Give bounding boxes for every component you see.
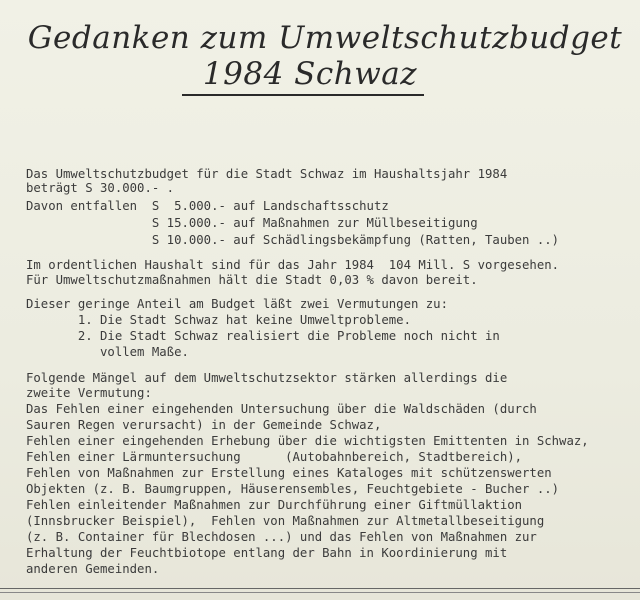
text-line: Fehlen einleitender Maßnahmen zur Durchführung einer Giftmüllaktion xyxy=(26,498,523,512)
title-underline xyxy=(182,94,424,96)
text-line: Folgende Mängel auf dem Umweltschutzsektor stärken allerdings die xyxy=(26,371,508,385)
text-line: Davon entfallen S 5.000.- auf Landschaftsschutz xyxy=(26,199,389,213)
text-line: zweite Vermutung: xyxy=(26,386,152,400)
text-line: Sauren Regen verursacht) in der Gemeinde Schwaz, xyxy=(26,418,382,432)
text-line: Fehlen einer Lärmuntersuchung (Autobahnbereich, Stadtbereich), xyxy=(26,450,523,464)
text-line: S 15.000.- auf Maßnahmen zur Müllbeseitigung xyxy=(26,216,478,230)
text-line: Im ordentlichen Haushalt sind für das Jahr 1984 104 Mill. S vorgesehen. xyxy=(26,258,560,272)
text-line: S 10.000.- auf Schädlingsbekämpfung (Ratten, Tauben ..) xyxy=(26,233,560,247)
text-line: beträgt S 30.000.- . xyxy=(26,181,175,195)
text-line: (Innsbrucker Beispiel), Fehlen von Maßnahmen zur Altmetallbeseitigung xyxy=(26,514,545,528)
text-line: (z. B. Container für Blechdosen ...) und das Fehlen von Maßnahmen zur xyxy=(26,530,537,544)
text-line: vollem Maße. xyxy=(26,345,189,359)
title-line-2: 1984 Schwaz xyxy=(202,56,418,92)
text-line: Dieser geringe Anteil am Budget läßt zwei Vermutungen zu: xyxy=(26,297,448,311)
text-line: Objekten (z. B. Baumgruppen, Häuserensembles, Feuchtgebiete - Bucher ..) xyxy=(26,482,560,496)
text-line: Das Umweltschutzbudget für die Stadt Schwaz im Haushaltsjahr 1984 xyxy=(26,167,508,181)
text-line: Das Fehlen einer eingehenden Untersuchung über die Waldschäden (durch xyxy=(26,402,537,416)
bottom-rule xyxy=(0,588,640,589)
text-line: 2. Die Stadt Schwaz realisiert die Probleme noch nicht in xyxy=(26,329,500,343)
text-line: anderen Gemeinden. xyxy=(26,562,160,576)
text-line: Fehlen einer eingehenden Erhebung über die wichtigsten Emittenten in Schwaz, xyxy=(26,434,589,448)
text-line: Fehlen von Maßnahmen zur Erstellung eines Kataloges mit schützenswerten xyxy=(26,466,552,480)
text-line: Erhaltung der Feuchtbiotope entlang der Bahn in Koordinierung mit xyxy=(26,546,508,560)
text-line: Für Umweltschutzmaßnahmen hält die Stadt 0,03 % davon bereit. xyxy=(26,273,478,287)
bottom-rule xyxy=(0,592,640,593)
title-line-1: Gedanken zum Umweltschutzbudget xyxy=(27,20,623,56)
text-line: 1. Die Stadt Schwaz hat keine Umweltprobleme. xyxy=(26,313,411,327)
